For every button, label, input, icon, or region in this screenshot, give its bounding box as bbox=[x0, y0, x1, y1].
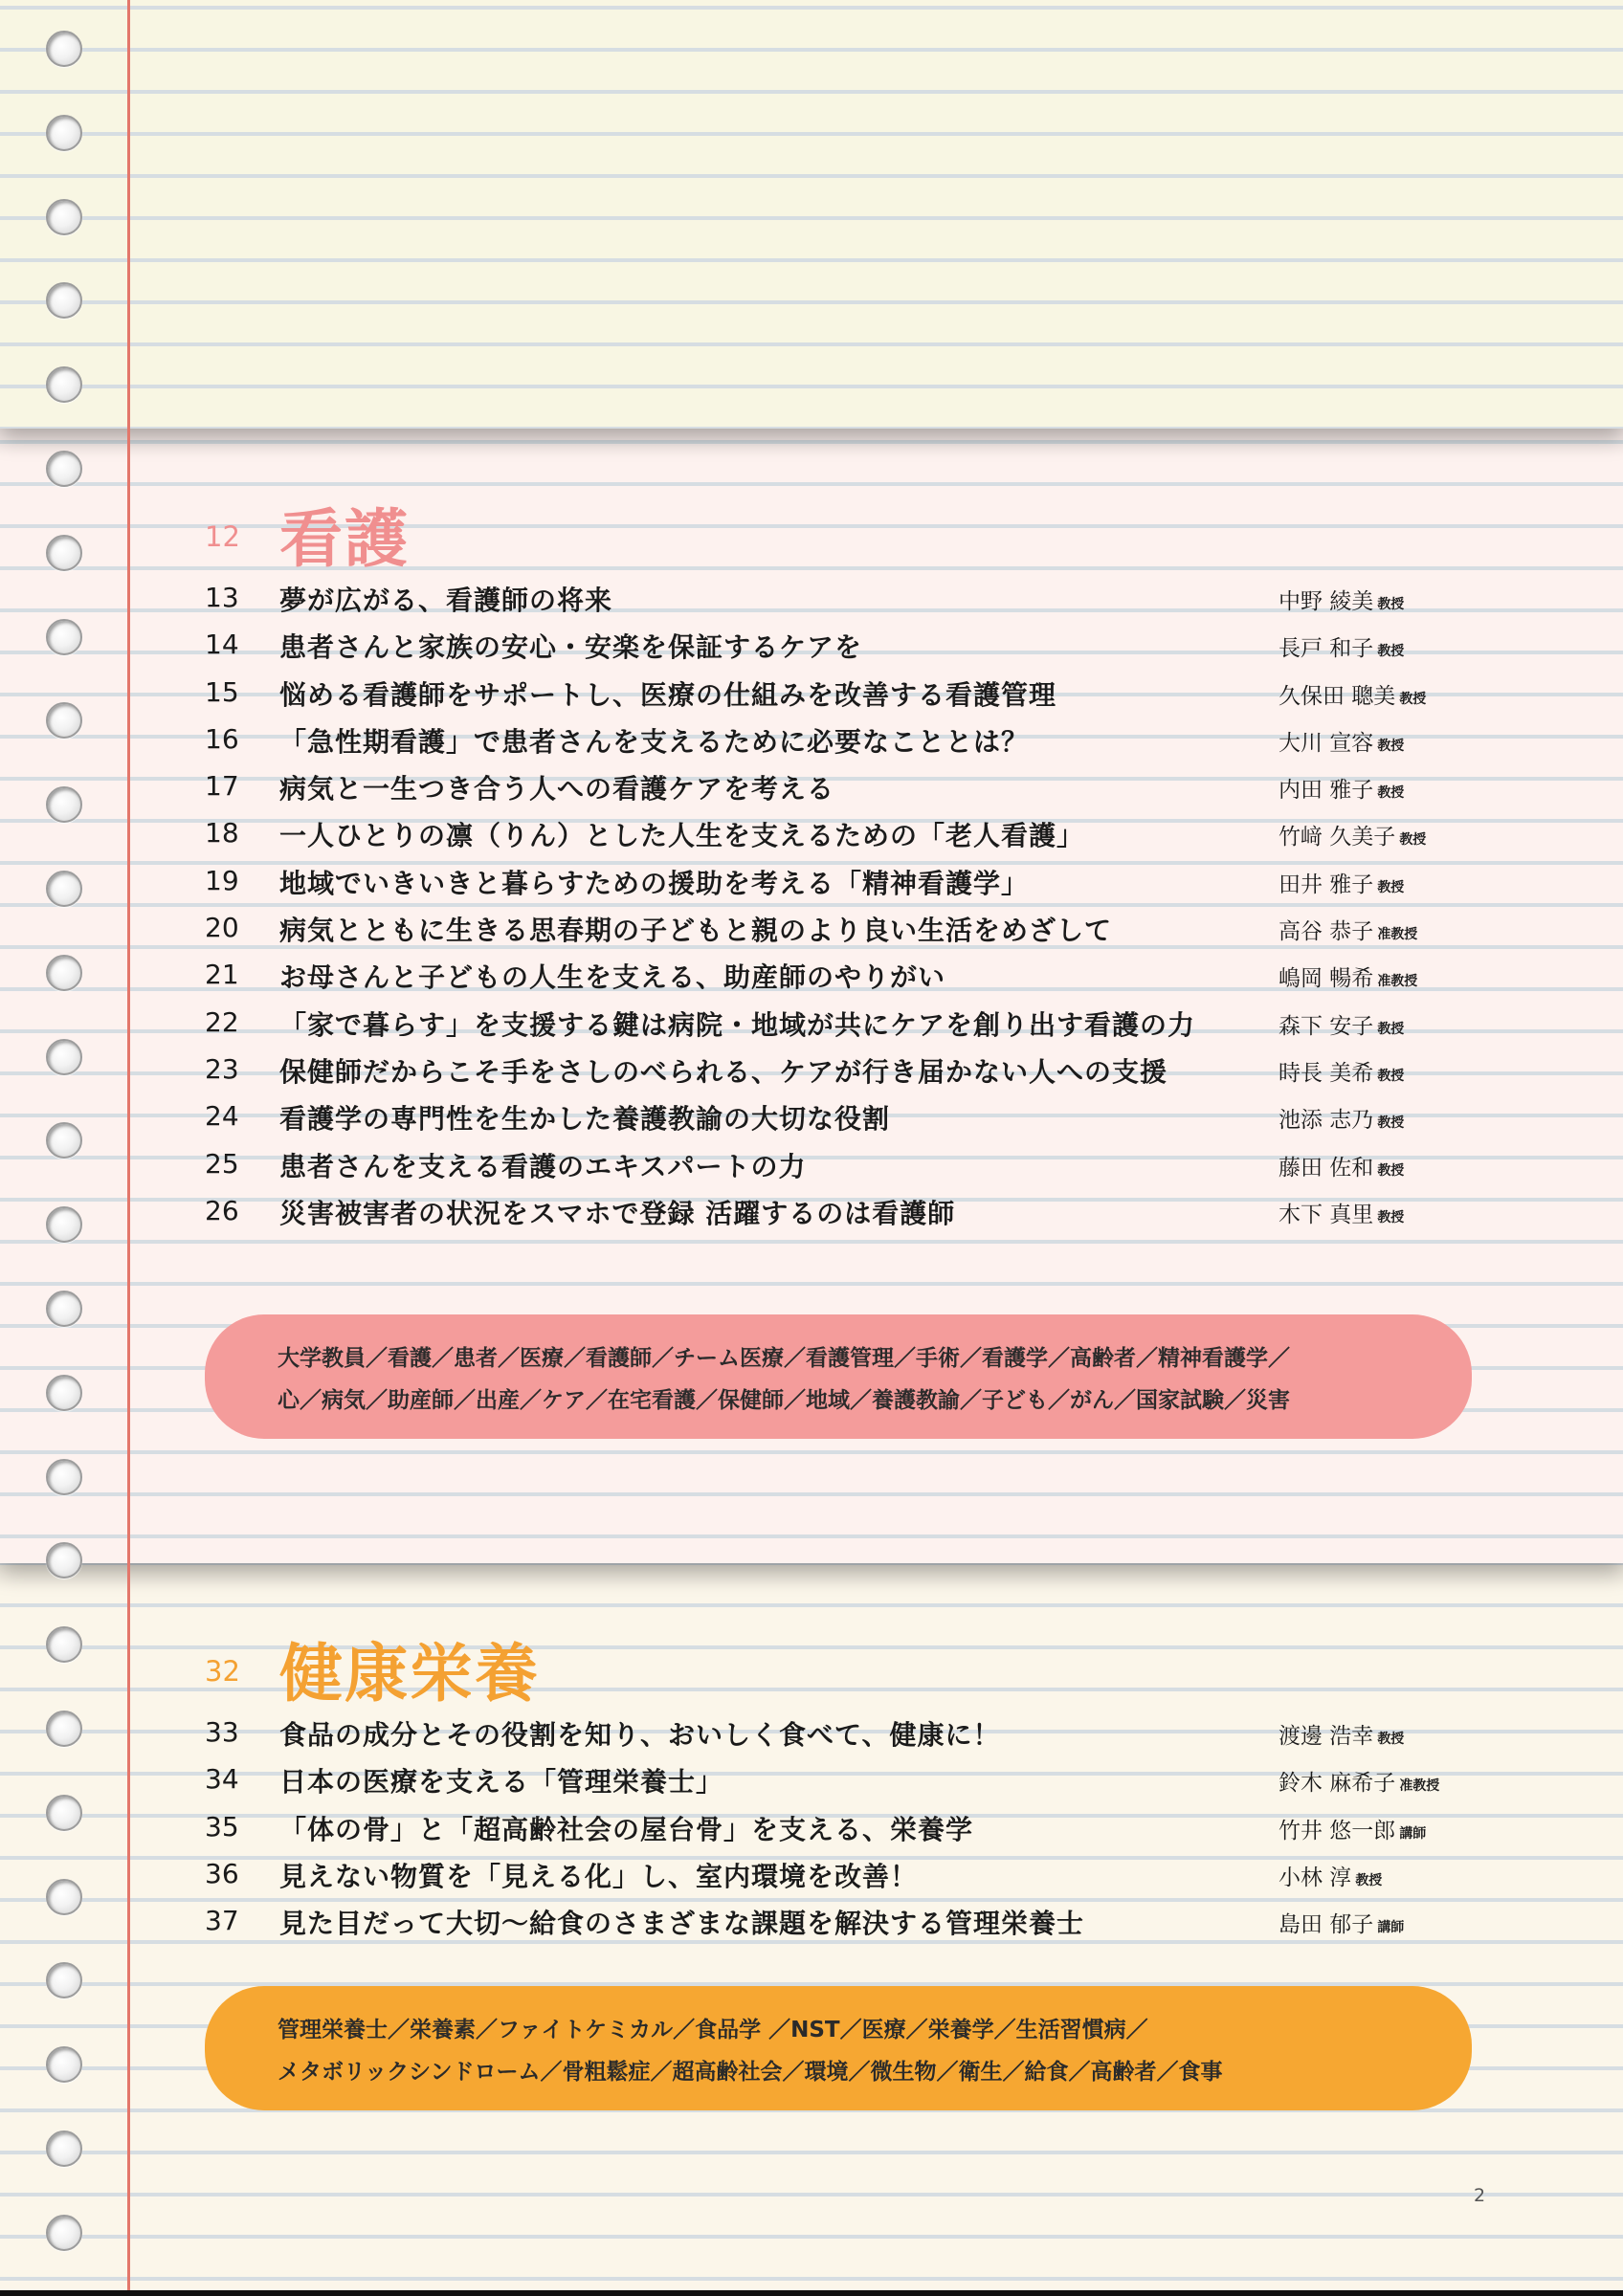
entry-page-number: 13 bbox=[205, 582, 239, 613]
author-name: 内田 雅子 bbox=[1278, 778, 1374, 804]
author-name: 田井 雅子 bbox=[1278, 872, 1374, 897]
entry-author bbox=[1278, 1718, 1404, 1750]
binder-hole bbox=[46, 1542, 82, 1578]
author-rank: 教授 bbox=[1377, 1068, 1405, 1084]
entry-title: 「家で暮らす」を支援する鍵は病院・地域が共にケアを創り出す看護の力 bbox=[279, 1008, 1196, 1041]
entry-page-number: 19 bbox=[205, 864, 239, 896]
keyword-line: 心／病気／助産師／出産／ケア／在宅看護／保健師／地域／養護教諭／子ども／がん／国家試験／災害 bbox=[278, 1388, 1290, 1413]
entry-author bbox=[1278, 867, 1404, 898]
author-rank: 教授 bbox=[1377, 738, 1405, 754]
author-rank: 教授 bbox=[1377, 644, 1405, 660]
toc-entry[interactable] bbox=[0, 671, 1623, 718]
entry-page-number: 18 bbox=[205, 817, 239, 850]
entry-page-number: 24 bbox=[205, 1100, 239, 1133]
author-name: 久保田 聰美 bbox=[1278, 683, 1396, 709]
author-name: 島田 郁子 bbox=[1278, 1912, 1374, 1938]
entry-author bbox=[1278, 725, 1404, 757]
entry-title: 「体の骨」と「超高齢社会の屋台骨」を支える、栄養学 bbox=[279, 1813, 974, 1845]
toc-entry[interactable] bbox=[0, 623, 1623, 670]
entry-author bbox=[1278, 1813, 1426, 1844]
nursing-entry-list bbox=[0, 576, 1623, 1236]
nursing-section-title: 看護 bbox=[279, 502, 410, 576]
toc-entry[interactable] bbox=[0, 953, 1623, 1000]
entry-title: 病気と一生つき合う人への看護ケアを考える bbox=[279, 773, 835, 806]
entry-page-number: 26 bbox=[205, 1194, 239, 1226]
toc-entry[interactable] bbox=[0, 1048, 1623, 1094]
author-rank: 准教授 bbox=[1377, 927, 1418, 943]
entry-page-number: 37 bbox=[205, 1905, 239, 1937]
nutrition-section-number: 32 bbox=[205, 1655, 240, 1688]
toc-entry[interactable] bbox=[0, 1899, 1623, 1946]
entry-author bbox=[1278, 584, 1404, 615]
author-rank: 准教授 bbox=[1377, 974, 1418, 990]
entry-title: 見た目だって大切〜給食のさまざまな課題を解決する管理栄養士 bbox=[279, 1908, 1085, 1940]
entry-page-number: 36 bbox=[205, 1857, 239, 1889]
toc-entry[interactable] bbox=[0, 1094, 1623, 1141]
author-name: 森下 安子 bbox=[1278, 1013, 1374, 1039]
toc-entry[interactable] bbox=[0, 1711, 1623, 1757]
entry-page-number: 25 bbox=[205, 1147, 239, 1180]
toc-entry[interactable] bbox=[0, 1805, 1623, 1852]
toc-entry[interactable] bbox=[0, 1852, 1623, 1899]
entry-page-number: 22 bbox=[205, 1005, 239, 1038]
toc-entry[interactable] bbox=[0, 1189, 1623, 1236]
entry-page-number: 34 bbox=[205, 1763, 239, 1796]
author-rank: 講師 bbox=[1377, 1920, 1405, 1936]
toc-entry[interactable] bbox=[0, 764, 1623, 811]
entry-title: 患者さんを支える看護のエキスパートの力 bbox=[279, 1150, 807, 1182]
author-name: 渡邊 浩幸 bbox=[1278, 1724, 1374, 1749]
entry-title: 一人ひとりの凛（りん）とした人生を支えるための「老人看護」 bbox=[279, 820, 1085, 852]
keyword-line: 大学教員／看護／患者／医療／看護師／チーム医療／看護管理／手術／看護学／高齢者／精神看護学／ bbox=[278, 1346, 1290, 1371]
author-name: 大川 宣容 bbox=[1278, 730, 1374, 756]
entry-page-number: 20 bbox=[205, 912, 239, 944]
nursing-section bbox=[0, 488, 1623, 1236]
entry-page-number: 14 bbox=[205, 629, 239, 661]
toc-entry[interactable] bbox=[0, 811, 1623, 858]
nursing-keyword-banner bbox=[205, 1314, 1472, 1439]
author-name: 中野 綾美 bbox=[1278, 589, 1374, 614]
entry-page-number: 16 bbox=[205, 722, 239, 755]
bottom-edge-bar bbox=[0, 2290, 1623, 2296]
entry-page-number: 35 bbox=[205, 1810, 239, 1843]
entry-title: 夢が広がる、看護師の将来 bbox=[279, 585, 613, 616]
toc-entry[interactable] bbox=[0, 906, 1623, 953]
notebook-sheet-top bbox=[0, 0, 1623, 429]
author-rank: 教授 bbox=[1377, 879, 1405, 895]
entry-author bbox=[1278, 630, 1404, 662]
entry-author bbox=[1278, 914, 1417, 945]
entry-title: 食品の成分とその役割を知り、おいしく食べて、健康に！ bbox=[279, 1719, 1001, 1751]
nutrition-header bbox=[0, 1623, 1623, 1711]
nutrition-section-title: 健康栄養 bbox=[279, 1637, 540, 1711]
entry-title: お母さんと子どもの人生を支える、助産師のやりがい bbox=[279, 961, 946, 994]
entry-author bbox=[1278, 1765, 1439, 1797]
binder-hole bbox=[46, 451, 82, 487]
author-name: 高谷 恭子 bbox=[1278, 919, 1374, 945]
entry-title: 悩める看護師をサポートし、医療の仕組みを改善する看護管理 bbox=[279, 678, 1057, 711]
binder-hole bbox=[46, 2215, 82, 2251]
author-name: 池添 志乃 bbox=[1278, 1108, 1374, 1134]
toc-entry[interactable] bbox=[0, 1757, 1623, 1804]
entry-title: 保健師だからこそ手をさしのべられる、ケアが行き届かない人への支援 bbox=[279, 1055, 1168, 1088]
entry-author bbox=[1278, 772, 1404, 804]
binder-hole bbox=[46, 199, 82, 235]
author-rank: 教授 bbox=[1377, 597, 1405, 612]
entry-author bbox=[1278, 1008, 1404, 1040]
author-rank: 講師 bbox=[1399, 1825, 1427, 1842]
nutrition-keyword-banner bbox=[205, 1986, 1472, 2110]
nutrition-entry-list bbox=[0, 1711, 1623, 1946]
page-number: 2 bbox=[1474, 2185, 1486, 2206]
author-name: 時長 美希 bbox=[1278, 1060, 1374, 1086]
entry-page-number: 17 bbox=[205, 770, 239, 803]
entry-title: 地域でいきいきと暮らすための援助を考える「精神看護学」 bbox=[279, 867, 1030, 899]
entry-author bbox=[1278, 1150, 1404, 1181]
nursing-section-number: 12 bbox=[205, 520, 240, 553]
entry-author bbox=[1278, 678, 1426, 710]
author-rank: 教授 bbox=[1377, 785, 1405, 802]
toc-entry[interactable] bbox=[0, 1142, 1623, 1189]
entry-author bbox=[1278, 1102, 1404, 1134]
author-rank: 教授 bbox=[1399, 832, 1427, 849]
entry-page-number: 23 bbox=[205, 1052, 239, 1085]
entry-author bbox=[1278, 960, 1417, 992]
author-rank: 准教授 bbox=[1399, 1778, 1440, 1795]
author-name: 藤田 佐和 bbox=[1278, 1155, 1374, 1181]
entry-title: 災害被害者の状況をスマホで登録 活躍するのは看護師 bbox=[279, 1197, 956, 1229]
binder-hole bbox=[46, 115, 82, 151]
author-rank: 教授 bbox=[1377, 1209, 1405, 1225]
author-name: 竹井 悠一郎 bbox=[1278, 1818, 1396, 1843]
entry-title: 見えない物質を「見える化」し、室内環境を改善！ bbox=[279, 1860, 919, 1892]
entry-title: 患者さんと家族の安心・安楽を保証するケアを bbox=[279, 631, 863, 664]
toc-entry[interactable] bbox=[0, 576, 1623, 623]
entry-title: 「急性期看護」で患者さんを支えるために必要なこととは？ bbox=[279, 725, 1030, 758]
binder-hole bbox=[46, 31, 82, 67]
entry-author bbox=[1278, 1197, 1404, 1228]
entry-page-number: 15 bbox=[205, 675, 239, 708]
binder-hole bbox=[46, 2130, 82, 2167]
nursing-header bbox=[0, 488, 1623, 576]
author-rank: 教授 bbox=[1377, 1732, 1405, 1747]
entry-author bbox=[1278, 1055, 1404, 1087]
binder-hole bbox=[46, 1291, 82, 1327]
author-rank: 教授 bbox=[1399, 691, 1427, 707]
entry-page-number: 33 bbox=[205, 1716, 239, 1748]
author-name: 嶋岡 暢希 bbox=[1278, 966, 1374, 992]
keyword-line: メタボリックシンドローム／骨粗鬆症／超高齢社会／環境／微生物／衛生／給食／高齢者／食事 bbox=[278, 2060, 1223, 2085]
entry-author bbox=[1278, 1907, 1404, 1938]
entry-author bbox=[1278, 819, 1426, 850]
author-name: 木下 真里 bbox=[1278, 1202, 1374, 1227]
author-name: 長戸 和子 bbox=[1278, 636, 1374, 662]
author-rank: 教授 bbox=[1377, 1115, 1405, 1132]
author-rank: 教授 bbox=[1377, 1021, 1405, 1037]
entry-title: 日本の医療を支える「管理栄養士」 bbox=[279, 1766, 724, 1799]
toc-entry[interactable] bbox=[0, 718, 1623, 764]
entry-author bbox=[1278, 1860, 1382, 1891]
toc-entry[interactable] bbox=[0, 1001, 1623, 1048]
binder-hole bbox=[46, 2046, 82, 2083]
binder-hole bbox=[46, 366, 82, 403]
entry-page-number: 21 bbox=[205, 959, 239, 991]
entry-title: 看護学の専門性を生かした養護教諭の大切な役割 bbox=[279, 1103, 891, 1136]
toc-entry[interactable] bbox=[0, 859, 1623, 906]
keyword-line: 管理栄養士／栄養素／ファイトケミカル／食品学 ／NST／医療／栄養学／生活習慣病／ bbox=[278, 2018, 1148, 2042]
binder-hole bbox=[46, 1375, 82, 1411]
author-rank: 教授 bbox=[1377, 1162, 1405, 1179]
author-name: 鈴木 麻希子 bbox=[1278, 1771, 1396, 1797]
entry-title: 病気とともに生きる思春期の子どもと親のより良い生活をめざして bbox=[279, 915, 1113, 947]
author-name: 小林 淳 bbox=[1278, 1865, 1352, 1890]
author-name: 竹﨑 久美子 bbox=[1278, 825, 1396, 850]
nutrition-section bbox=[0, 1623, 1623, 1946]
binder-hole bbox=[46, 1962, 82, 1998]
binder-hole bbox=[46, 1459, 82, 1495]
author-rank: 教授 bbox=[1355, 1872, 1383, 1888]
binder-hole bbox=[46, 282, 82, 319]
